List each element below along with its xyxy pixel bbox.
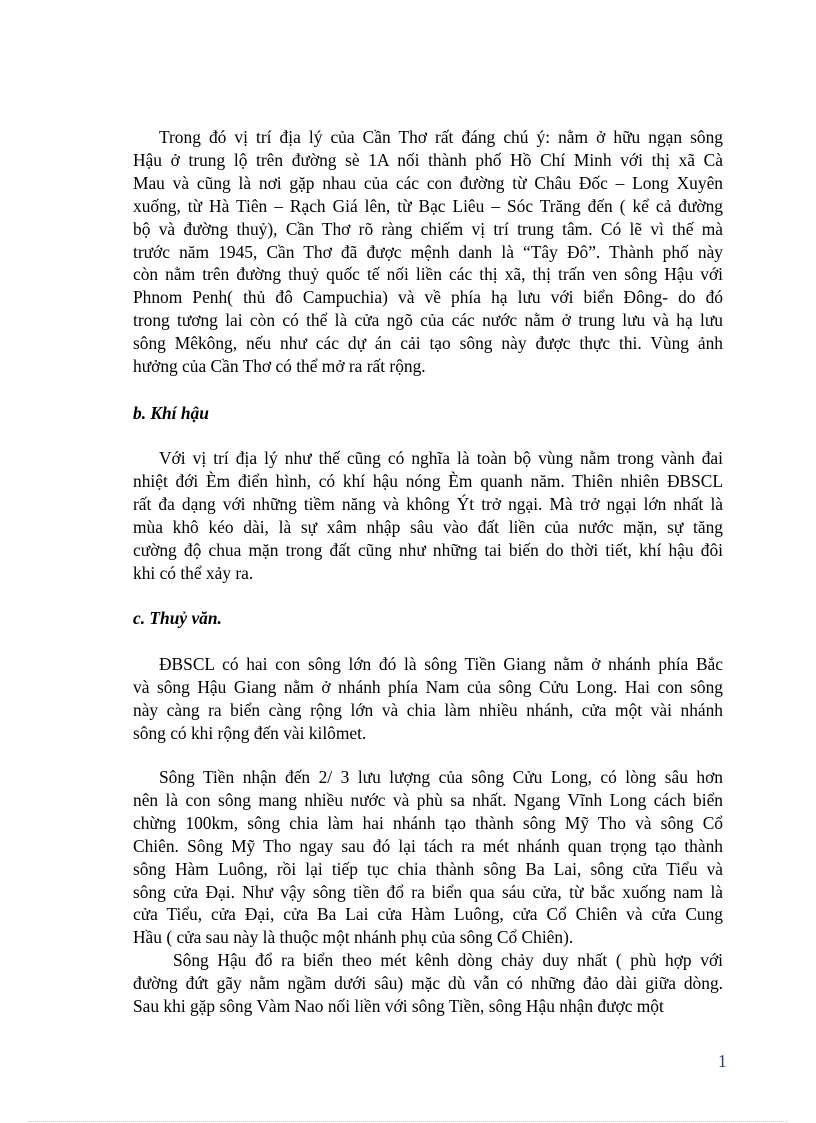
paragraph-line: khi có thể xảy ra.: [133, 562, 254, 583]
paragraph-line: chừng 100km, sông chia làm hai nhánh tạo thành sông Mỹ Tho và sông Cổ: [133, 812, 723, 833]
paragraph-line: đường đứt gãy nằm ngầm dưới sâu) mặc dù vẫn có những đảo dài giữa dòng.: [133, 972, 723, 993]
paragraph-line: Chiên. Sông Mỹ Tho ngay sau đó lại tách ra mét nhánh quan trọng tạo thành: [133, 835, 723, 856]
paragraph-line: rất đa dạng với những tiềm năng và không Ýt trở ngại. Mà trở ngại lớn nhất là: [133, 493, 723, 514]
paragraph-line: cửa Tiểu, cửa Đại, cửa Ba Lai cửa Hàm Luông, cửa Cổ Chiên và cửa Cung: [133, 904, 723, 925]
paragraph-line: Hậu ở trung lộ trên đường sè 1A nối thành phố Hồ Chí Minh với thị xã Cà: [133, 149, 723, 170]
paragraph-line: xuống, từ Hà Tiên – Rạch Giá lên, từ Bạc Liêu – Sóc Trăng đến ( kể cả đường: [133, 195, 723, 216]
paragraph-line: Trong đó vị trí địa lý của Cần Thơ rất đáng chú ý: nằm ở hữu ngạn sông: [159, 127, 723, 147]
paragraph-line: Phnom Penh( thủ đô Campuchia) và về phía hạ lưu với biển Đông- do đó: [133, 287, 723, 308]
paragraph-line: này càng ra biển càng rộng lớn và chia làm nhiều nhánh, cửa một vài nhánh: [133, 699, 723, 720]
paragraph-line: sông có khi rộng đến vài kilômet.: [133, 722, 367, 743]
paragraph-line: bộ và đường thuỷ), Cần Thơ rõ ràng chiếm vị trí trung tâm. Có lẽ vì thế mà: [133, 218, 723, 239]
section-heading-climate: b. Khí hậu: [133, 403, 209, 423]
paragraph-line: Sông Hậu đổ ra biển theo mét kênh dòng chảy duy nhất ( phù hợp với: [173, 950, 723, 970]
paragraph-tien-river: [133, 766, 723, 949]
paragraph-hau-river: [133, 949, 723, 1018]
paragraph-line: sông cửa Đại. Như vậy sông tiền đổ ra biển qua sáu cửa, từ bắc xuống nam là: [133, 881, 723, 902]
paragraph-rivers: [133, 653, 723, 745]
paragraph-line: trước năm 1945, Cần Thơ đã được mệnh danh là “Tây Đô”. Thành phố này: [133, 241, 723, 262]
paragraph-line: Với vị trí địa lý như thế cũng có nghĩa là toàn bộ vùng nằm trong vành đai: [159, 448, 723, 468]
paragraph-line: và sông Hậu Giang nằm ở nhánh phía Nam của sông Cửu Long. Hai con sông: [133, 676, 723, 697]
paragraph-line: mùa khô kéo dài, là sự xâm nhập sâu vào đất liền của nước mặn, sự tăng: [133, 516, 723, 537]
paragraph-line: Mau và cũng là nơi gặp nhau của các con đường từ Châu Đốc – Long Xuyên: [133, 172, 723, 193]
paragraph-climate: [133, 447, 723, 584]
paragraph-line: hưởng của Cần Thơ có thể mở ra rất rộng.: [133, 356, 426, 377]
paragraph-line: nên là con sông mang nhiều nước và phù sa nhất. Ngang Vĩnh Long cách biển: [133, 789, 723, 810]
paragraph-line: còn nằm trên đường thuỷ quốc tế nối liền các thị xã, thị trấn ven sông Hậu với: [133, 264, 723, 285]
paragraph-line: sông Mêkông, nếu như các dự án cải tạo sông này được thực thi. Vùng ảnh: [133, 333, 723, 354]
paragraph-line: Hầu ( cửa sau này là thuộc một nhánh phụ của sông Cổ Chiên).: [133, 927, 574, 948]
paragraph-line: cường độ chua mặn trong đất cũng như những tai biến do thời tiết, khí hậu đôi: [133, 539, 723, 560]
paragraph-line: trong tương lai còn có thể là cửa ngõ của các nước nằm ở trung lưu và hạ lưu: [133, 310, 723, 331]
paragraph-line: nhiệt đới Èm điển hình, có khí hậu nóng Èm quanh năm. Thiên nhiên ĐBSCL: [133, 470, 723, 491]
paragraph-line: ĐBSCL có hai con sông lớn đó là sông Tiền Giang nằm ở nhánh phía Bắc: [159, 654, 723, 674]
section-heading-hydrology: c. Thuỷ văn.: [133, 608, 222, 628]
page-number: 1: [718, 1051, 727, 1071]
paragraph-location: [133, 126, 723, 378]
paragraph-line: sông Hàm Luông, rồi lại tiếp tục chia thành sông Ba Lai, sông cửa Tiểu và: [133, 858, 723, 879]
paragraph-line: Sông Tiền nhận đến 2/ 3 lưu lượng của sông Cửu Long, có lòng sâu hơn: [159, 767, 723, 787]
page-bottom-divider: [28, 1121, 788, 1122]
paragraph-line: Sau khi gặp sông Vàm Nao nối liền với sông Tiền, sông Hậu nhận được một: [133, 995, 664, 1016]
